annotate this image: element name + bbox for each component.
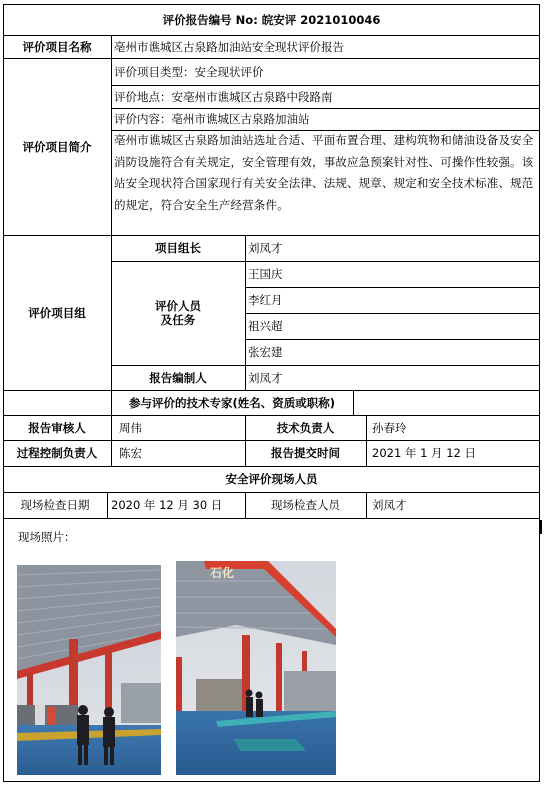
evaluator-name: 张宏建 bbox=[248, 345, 283, 359]
compiler-label: 报告编制人 bbox=[149, 370, 207, 385]
rule bbox=[3, 518, 540, 519]
report-number-header: 评价报告编号 No: 皖安评 2021010046 bbox=[162, 13, 381, 27]
site-photo-1-image bbox=[17, 565, 161, 775]
experts-label: 参与评价的技术专家(姓名、资质或职称) bbox=[128, 395, 335, 410]
inspect-date-label: 现场检查日期 bbox=[20, 498, 90, 512]
submit-time-label: 报告提交时间 bbox=[271, 446, 340, 460]
project-intro-label: 评价项目简介 bbox=[22, 139, 92, 154]
project-name-label: 评价项目名称 bbox=[22, 39, 92, 54]
inspect-date: 2020 年 12 月 30 日 bbox=[111, 498, 223, 512]
project-summary: 亳州市谯城区古泉路加油站选址合适、平面布置合理、建构筑物和储油设备及安全消防设施符合有关规定，安全管理有效，事故应急预案针对性、可操作性较强。该站安全现状符合国家现行有关安全法律、法规、规章、规定和安全技术标准、规范的规定，符合安全生产经营条件。 bbox=[114, 133, 534, 212]
project-name: 亳州市谯城区古泉路加油站安全现状评价报告 bbox=[114, 39, 344, 54]
site-staff-header: 安全评价现场人员 bbox=[225, 472, 318, 486]
evaluators-label-line-2: 及任务 bbox=[160, 313, 196, 327]
tech-lead-name: 孙春玲 bbox=[372, 420, 407, 435]
reviewer-label: 报告审核人 bbox=[28, 420, 86, 435]
evaluator-name: 祖兴超 bbox=[248, 319, 283, 333]
leader-name: 刘凤才 bbox=[248, 241, 283, 255]
rule bbox=[353, 390, 354, 415]
site-photos-label: 现场照片： bbox=[18, 530, 76, 544]
submit-time: 2021 年 1 月 12 日 bbox=[372, 446, 476, 460]
site-photo-2 bbox=[176, 561, 336, 775]
site-photo-1 bbox=[17, 565, 161, 775]
tech-lead-label: 技术负责人 bbox=[276, 420, 335, 435]
inspector-label: 现场检查人员 bbox=[271, 498, 340, 512]
evaluator-name: 李红月 bbox=[248, 293, 283, 307]
process-lead-label: 过程控制负责人 bbox=[16, 446, 98, 460]
evaluators-label-line-1: 评价人员 bbox=[155, 299, 201, 313]
canopy-sign-text: 石化 bbox=[210, 566, 235, 580]
site-photo-2-image bbox=[176, 561, 336, 775]
reviewer-name: 周伟 bbox=[119, 420, 142, 435]
project-type: 评价项目类型：安全现状评价 bbox=[114, 64, 264, 79]
evaluator-name: 王国庆 bbox=[248, 267, 283, 281]
scroll-marker bbox=[540, 520, 542, 534]
leader-label: 项目组长 bbox=[155, 241, 201, 255]
team-label: 评价项目组 bbox=[28, 305, 86, 320]
inspector-name: 刘凤才 bbox=[372, 498, 407, 512]
process-lead-name: 陈宏 bbox=[119, 446, 142, 460]
evaluation-content: 评价内容：亳州市谯城区古泉路加油站 bbox=[114, 112, 310, 126]
evaluation-location: 评价地点：安亳州市谯城区古泉路中段路南 bbox=[114, 89, 333, 104]
compiler-name: 刘凤才 bbox=[248, 370, 283, 385]
evaluators-label bbox=[111, 261, 245, 365]
